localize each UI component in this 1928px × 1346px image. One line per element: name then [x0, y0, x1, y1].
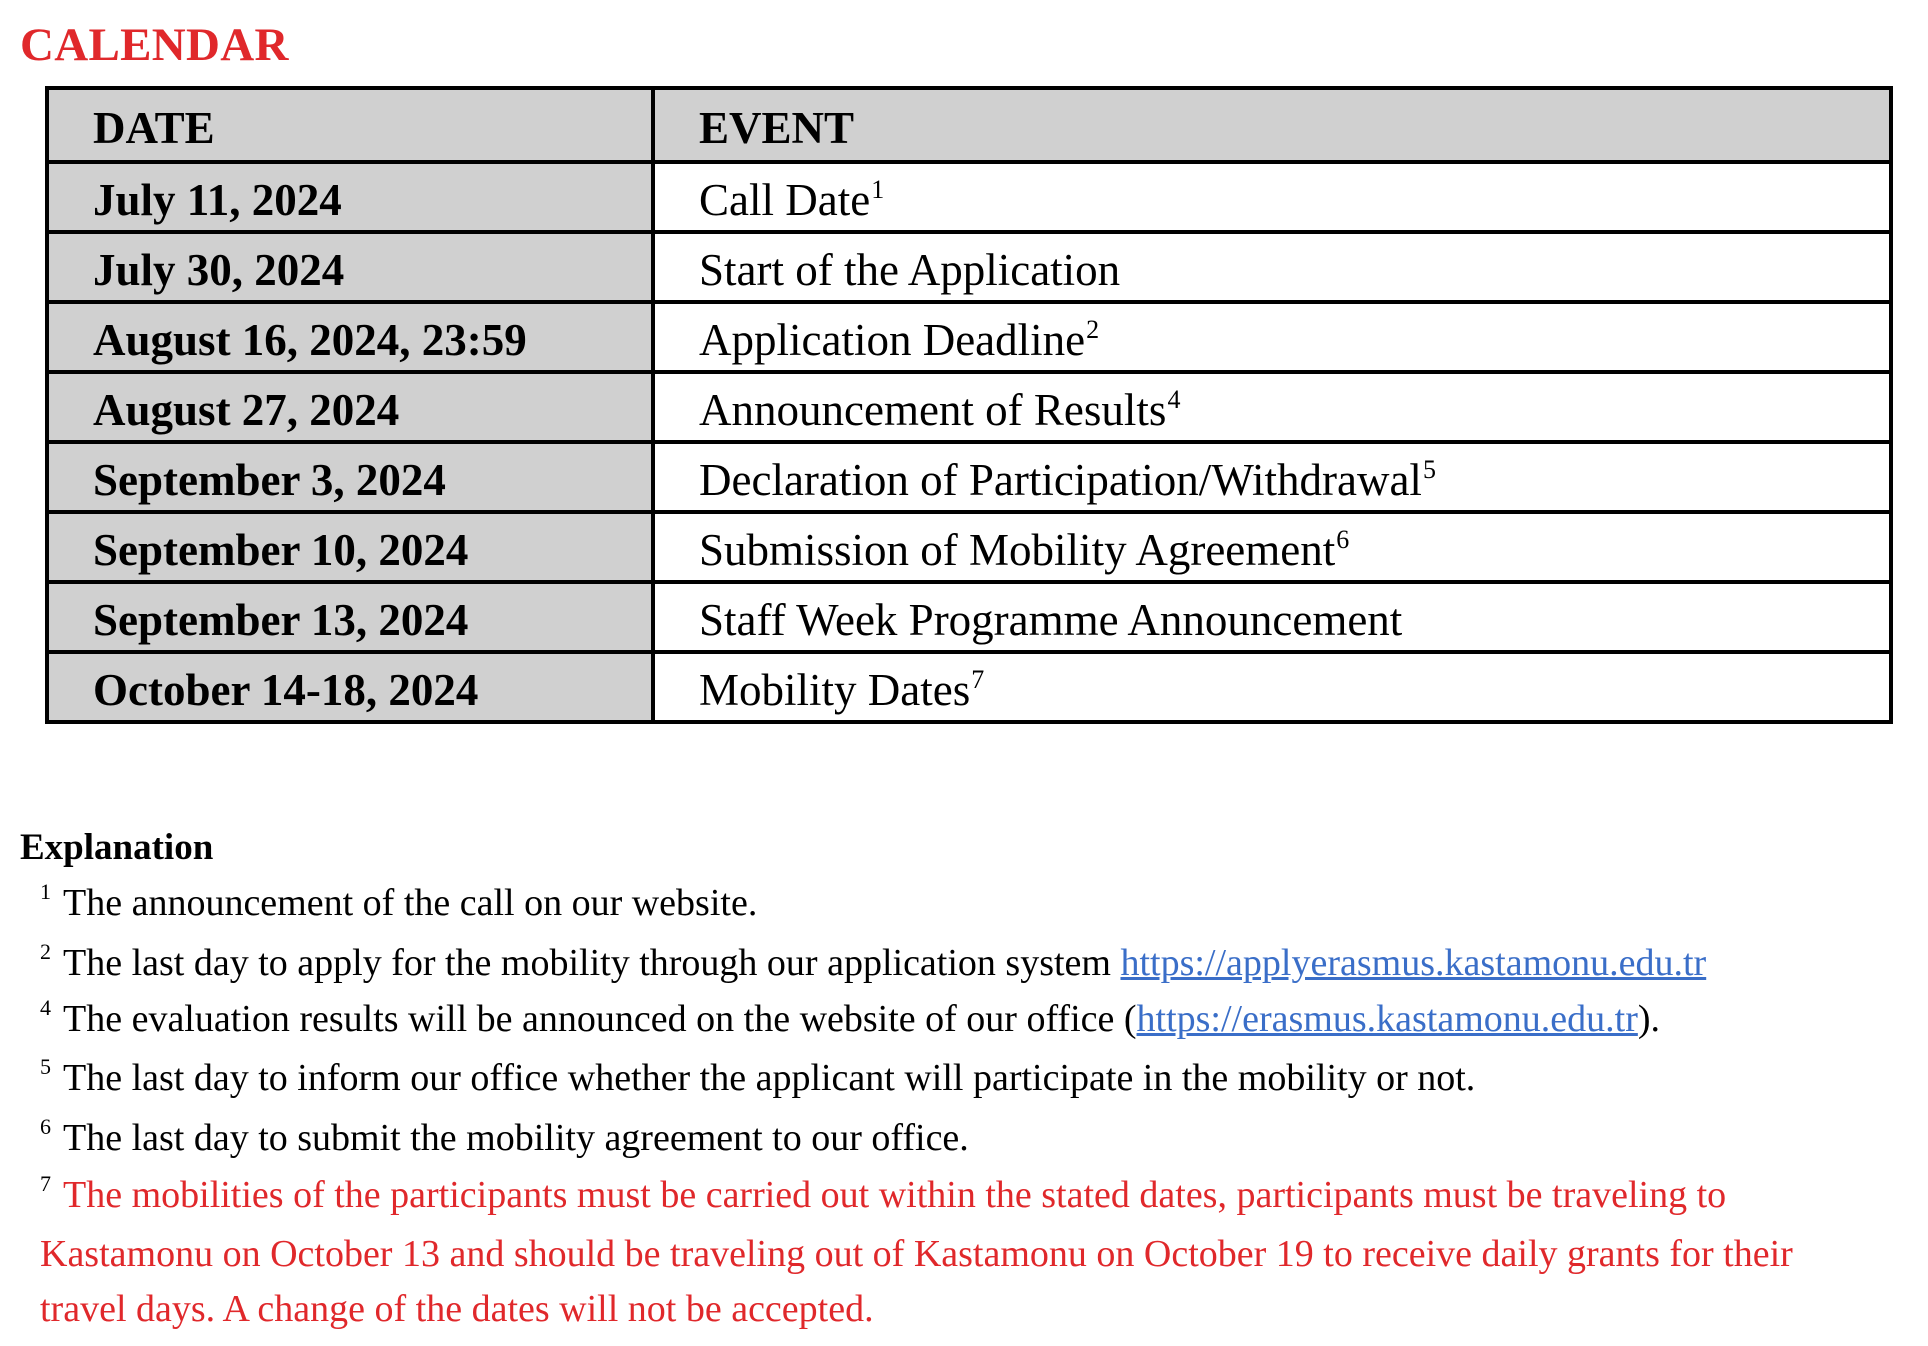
date-cell: September 13, 2024: [47, 582, 653, 652]
event-cell: Submission of Mobility Agreement$^6$: [653, 512, 1891, 582]
page-heading: CALENDAR: [20, 19, 289, 71]
calendar-table: [45, 86, 1893, 724]
header-event: EVENT: [653, 88, 1891, 162]
footnote-2: $^2$ The last day to apply for the mobility through our application system https://applyerasmus.kastamonu.edu.tr: [40, 939, 1707, 984]
date-cell: August 27, 2024: [47, 372, 653, 442]
event-cell: Declaration of Participation/Withdrawal$^5$: [653, 442, 1891, 512]
footnote-ref: 7: [971, 664, 985, 694]
date-cell: September 10, 2024: [47, 512, 653, 582]
explanation-title: Explanation: [20, 827, 214, 868]
footnote-5: $^5$ The last day to inform our office whether the applicant will participate in the mobility or not.: [40, 1054, 1476, 1099]
table-row: [47, 232, 1891, 302]
event-cell: Announcement of Results$^4$: [653, 372, 1891, 442]
table-row: [47, 162, 1891, 232]
date-cell: July 30, 2024: [47, 232, 653, 302]
table-row: [47, 582, 1891, 652]
table-row: [47, 372, 1891, 442]
date-cell: October 14-18, 2024: [47, 652, 653, 722]
footnote-ref: 1: [871, 174, 885, 204]
event-cell: Call Date$^1$: [653, 162, 1891, 232]
event-cell: Start of the Application: [653, 232, 1891, 302]
footnote-ref: 4: [1167, 384, 1181, 414]
event-cell: Mobility Dates$^7$: [653, 652, 1891, 722]
footnote-ref: 2: [1086, 314, 1100, 344]
footnote-7-warning: $^7$ The mobilities of the participants must be carried out within the stated dates, participants must be traveling to Kastamonu on October 13 and should be traveling out of Kastamonu on October 19 to receive daily grants for their travel days. A change of the dates will not be accepted.: [40, 1171, 1793, 1330]
table-row: [47, 442, 1891, 512]
table-row: [47, 512, 1891, 582]
date-cell: September 3, 2024: [47, 442, 653, 512]
footnote-ref: 5: [1422, 454, 1436, 484]
footnote-1: $^1$ The announcement of the call on our website.: [40, 879, 758, 924]
event-cell: Staff Week Programme Announcement: [653, 582, 1891, 652]
footnote-ref: 6: [1336, 524, 1350, 554]
table-row: [47, 302, 1891, 372]
date-cell: August 16, 2024, 23:59: [47, 302, 653, 372]
footnote-4: $^4$ The evaluation results will be announced on the website of our office (https://erasmus.kastamonu.edu.tr).: [40, 995, 1660, 1040]
header-date: DATE: [47, 88, 653, 162]
table-header-row: [47, 88, 1891, 162]
date-cell: July 11, 2024: [47, 162, 653, 232]
table-row: [47, 652, 1891, 722]
erasmus-office-link[interactable]: https://erasmus.kastamonu.edu.tr: [1136, 998, 1638, 1040]
footnote-6: $^6$ The last day to submit the mobility agreement to our office.: [40, 1114, 969, 1159]
apply-link[interactable]: https://applyerasmus.kastamonu.edu.tr: [1120, 942, 1707, 984]
event-cell: Application Deadline$^2$: [653, 302, 1891, 372]
